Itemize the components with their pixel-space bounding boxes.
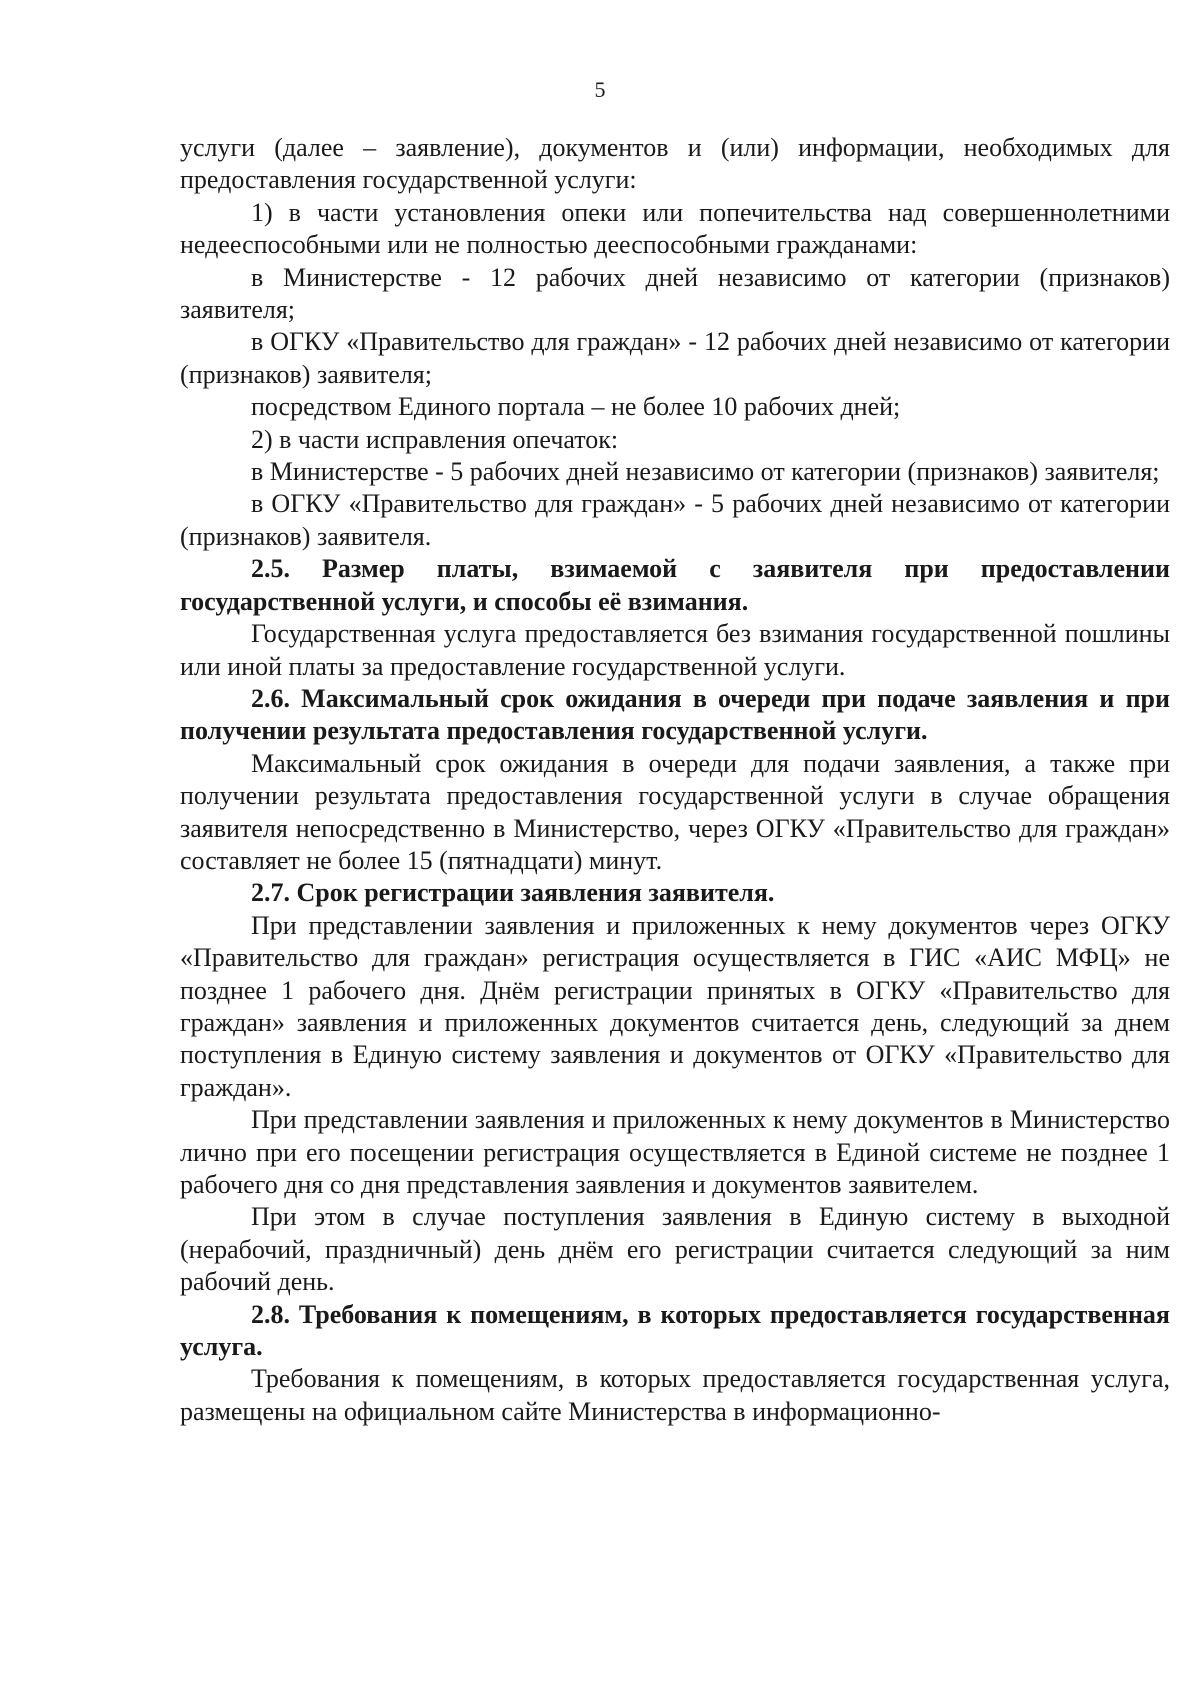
list-item-typo-correction: 2) в части исправления опечаток:: [251, 424, 619, 454]
section-heading-2-7: 2.7. Срок регистрации заявления заявителя.: [251, 878, 775, 908]
page-number: 5: [594, 77, 606, 102]
section-heading-2-6: 2.6. Максимальный срок ожидания в очереди при подаче заявления и при получении результата предоставления государственной услуги.: [180, 683, 1170, 746]
paragraph-continuation: услуги (далее – заявление), документов и (или) информации, необходимых для предоставления государственной услуги:: [180, 133, 1170, 195]
paragraph-ministry-12-days: в Министерстве - 12 рабочих дней независимо от категории (признаков) заявителя;: [180, 262, 1170, 325]
section-heading-2-5: 2.5. Размер платы, взимаемой с заявителя при предоставлении государственной услуги, и способы её взимания.: [180, 554, 1170, 616]
paragraph-fee: Государственная услуга предоставляется без взимания государственной пошлины или иной платы за предоставление государственной услуги.: [180, 619, 1170, 681]
paragraph-queue-time: Максимальный срок ожидания в очереди для подачи заявления, а также при получении результата предоставления государственной услуги в случае обращения заявителя непосредственно в Министерство, через ОГКУ «Правительство для граждан» составляет не более 15 (пятнадцати) минут.: [180, 748, 1170, 875]
paragraph-ogku-12-days: в ОГКУ «Правительство для граждан» - 12 рабочих дней независимо от категории (признаков) заявителя;: [180, 327, 1170, 389]
list-item-guardianship: 1) в части установления опеки или попечительства над совершеннолетними недееспособными или не полностью дееспособными гражданами:: [180, 197, 1170, 260]
paragraph-premises: Требования к помещениям, в которых предоставляется государственная услуга, размещены на официальном сайте Министерства в информационно-: [180, 1364, 1170, 1426]
section-heading-2-8: 2.8. Требования к помещениям, в которых предоставляется государственная услуга.: [180, 1299, 1170, 1362]
paragraph-registration-ministry: При представлении заявления и приложенных к нему документов в Министерство лично при его посещении регистрация осуществляется в Единой системе не позднее 1 рабочего дня со дня представления заявления и документов заявителем.: [180, 1105, 1170, 1199]
paragraph-ogku-5-days: в ОГКУ «Правительство для граждан» - 5 рабочих дней независимо от категории (признаков) заявителя.: [180, 489, 1170, 551]
document-body: [180, 132, 1170, 1428]
paragraph-registration-ogku: При представлении заявления и приложенных к нему документов через ОГКУ «Правительство для граждан» регистрация осуществляется в ГИС «АИС МФЦ» не позднее 1 рабочего дня. Днём регистрации принятых в ОГКУ «Правительство для граждан» заявления и приложенных документов считается день, следующий за днем поступления в Единую систему заявления и документов от ОГКУ «Правительство для граждан».: [180, 910, 1170, 1102]
paragraph-ministry-5-days: в Министерстве - 5 рабочих дней независимо от категории (признаков) заявителя;: [251, 457, 1160, 487]
paragraph-registration-holiday: При этом в случае поступления заявления в Единую систему в выходной (нерабочий, праздничный) день днём его регистрации считается следующий за ним рабочий день.: [180, 1202, 1170, 1297]
paragraph-portal-10-days: посредством Единого портала – не более 10 рабочих дней;: [251, 392, 901, 422]
